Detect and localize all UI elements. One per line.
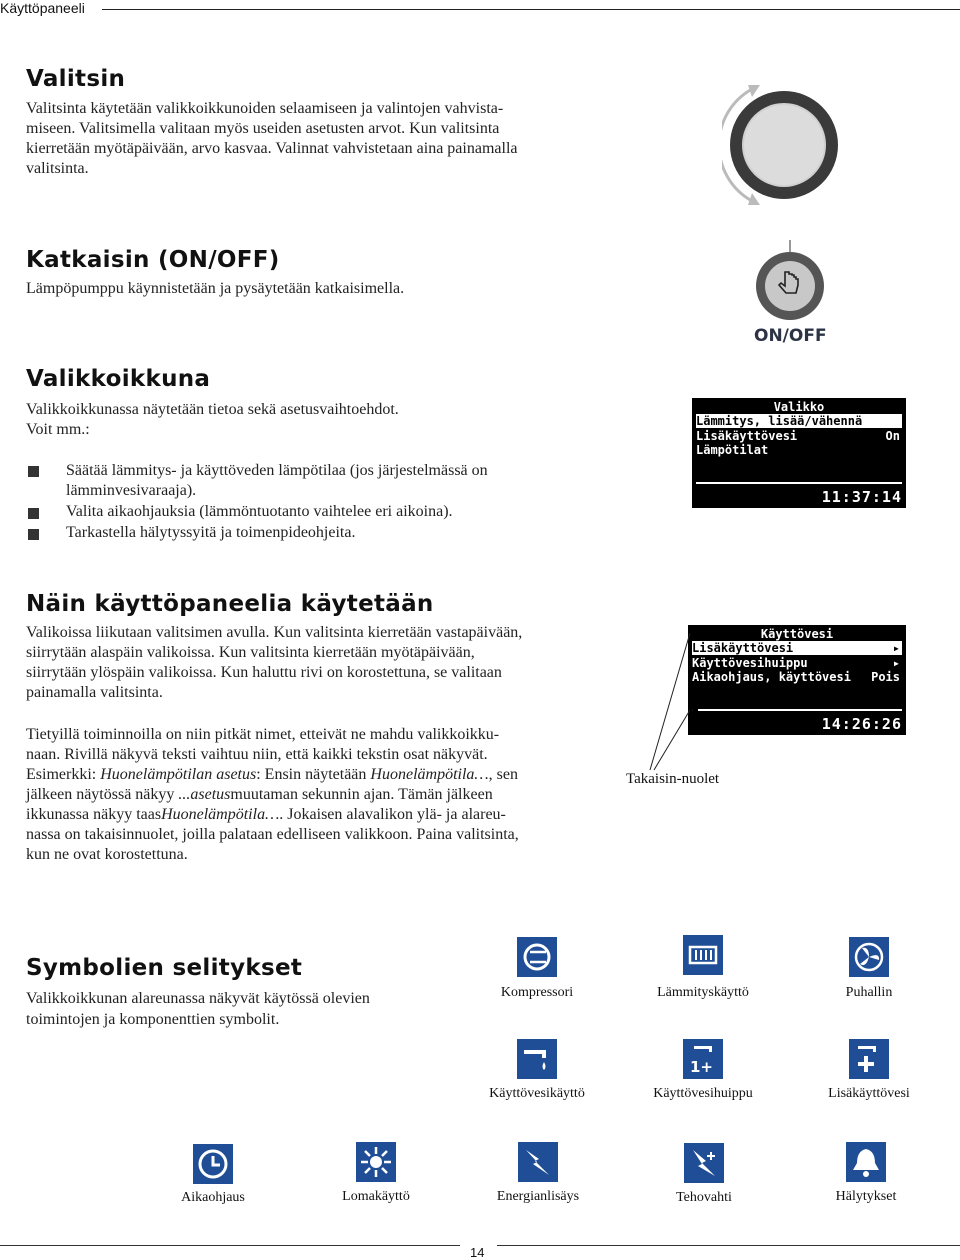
symbol-label: Aikaohjaus: [181, 1190, 245, 1205]
bell-icon: [846, 1142, 886, 1182]
text-line: valitsinta.: [26, 160, 89, 177]
text-line: kierretään myötäpäivään, arvo kasvaa. Valinnat vahvistetaan aina painamalla: [26, 140, 518, 157]
bullet-item: [66, 461, 626, 501]
symbolit-paragraph: [26, 988, 446, 1030]
back-arrow-bottom-icon: [690, 707, 698, 713]
display-row[interactable]: Lämmitys, lisää/vähennä: [696, 414, 902, 428]
display-clock: 14:26:26: [821, 715, 902, 733]
text-line: Valikoissa liikutaan valitsimen avulla. Kun valitsinta kierretään vastapäivään,: [26, 624, 523, 641]
running-header: Käyttöpaneeli: [0, 0, 85, 16]
kaytto-paragraph-2: [26, 725, 626, 865]
on-off-button[interactable]: [748, 238, 834, 322]
bullet-square: [28, 529, 39, 540]
text-line: Säätää lämmitys- ja käyttöveden lämpötilaa (jos järjestelmässä on: [66, 462, 488, 479]
bullet-item: Tarkastella hälytyssyitä ja toimenpideohjeita.: [66, 524, 356, 541]
bullet-square: [28, 466, 39, 477]
text-line: Esimerkki: Huonelämpötilan asetus: Ensin näytetään Huonelämpötila…, sen: [26, 766, 518, 783]
extra-hot-water-icon: [849, 1039, 889, 1079]
heading-katkaisin: Katkaisin (ON/OFF): [26, 247, 280, 273]
symbol-label: Tehovahti: [676, 1190, 732, 1205]
symbol-label: Energianlisäys: [496, 1189, 580, 1204]
header-rule: [102, 9, 960, 10]
text-line: ikkunassa näkyy taasHuonelämpötila…. Jokaisen alavalikon ylä- ja alareu-: [26, 806, 506, 823]
symbol-label: Lomakäyttö: [342, 1189, 410, 1204]
sun-icon: [356, 1142, 396, 1182]
page-number: 14: [470, 1245, 485, 1260]
text-line: Valikkoikkunan alareunassa näkyvät käytössä olevien: [26, 990, 370, 1007]
compressor-icon: [517, 937, 557, 977]
symbol-label: Puhallin: [845, 985, 893, 1000]
valikkoikkuna-paragraph: [26, 400, 626, 440]
symbol-label: Lisäkäyttövesi: [828, 1086, 910, 1101]
display-row[interactable]: Lämpötilat: [696, 443, 769, 457]
display-divider: [696, 482, 902, 484]
bullet-square: [28, 508, 39, 519]
text-line: lämminvesivaraaja).: [66, 482, 197, 499]
footer-rule-right: [497, 1245, 960, 1246]
on-off-caption: ON/OFF: [754, 326, 827, 346]
fan-icon: [849, 937, 889, 977]
heading-valitsin: Valitsin: [26, 66, 126, 92]
display-title: Valikko: [773, 400, 825, 414]
text-line: siirrytään ylöspäin valikoissa. Kun haluttu rivi on korostettuna, se valitaan: [26, 664, 502, 681]
display-row[interactable]: Aikaohjaus, käyttövesi Pois: [692, 670, 900, 684]
hot-water-display: [688, 625, 906, 735]
text-line: miseen. Valitsimella valitaan myös useiden asetusten arvot. Kun valitsinta: [26, 120, 500, 137]
symbol-label: Hälytykset: [835, 1189, 897, 1204]
text-line: Valitsinta käytetään valikkoikkunoiden selaamiseen ja valintojen vahvista-: [26, 100, 504, 117]
text-line: Tietyillä toiminnoilla on niin pitkät nimet, etteivät ne mahdu valikkoikku-: [26, 726, 500, 743]
symbol-label: Lämmityskäyttö: [657, 985, 749, 1000]
clock-icon: [193, 1144, 233, 1184]
heading-symbolit: Symbolien selitykset: [26, 955, 303, 981]
energy-saving-icon: [518, 1142, 558, 1182]
hot-water-peak-icon: [683, 1039, 723, 1079]
power-icon: [684, 1143, 724, 1183]
text-line: Voit mm.:: [26, 421, 90, 438]
text-line: naan. Rivillä näkyvä teksti vaihtuu niin, että kaikki tekstin osat näkyvät.: [26, 746, 488, 763]
footer-rule-left: [0, 1245, 460, 1246]
menu-display: [692, 398, 906, 508]
text-line: kun ne ovat korostettuna.: [26, 846, 188, 863]
display-row[interactable]: Lisäkäyttövesi ▸: [692, 641, 900, 655]
display-divider: [692, 709, 902, 711]
bullet-item: Valita aikaohjauksia (lämmöntuotanto vaihtelee eri aikoina).: [66, 503, 453, 520]
text-line: siirrytään alaspäin valikoissa. Kun valitsinta kierretään myötäpäivään,: [26, 644, 475, 661]
heating-icon: [683, 935, 723, 975]
text-line: toimintojen ja komponenttien symbolit.: [26, 1011, 280, 1028]
valitsin-paragraph: [26, 99, 626, 179]
display-row[interactable]: Käyttövesihuippu ▸: [692, 656, 900, 670]
kaytto-paragraph-1: [26, 623, 626, 703]
callout-label: Takaisin-nuolet: [626, 771, 720, 787]
display-row[interactable]: Lisäkäyttövesi On: [696, 429, 900, 443]
text-line: nassa on takaisinnuolet, joilla palataan edelliseen valikkoon. Paina valitsinta,: [26, 826, 519, 843]
text-line: painamalla valitsinta.: [26, 684, 163, 701]
display-clock: 11:37:14: [821, 488, 902, 506]
text-line: jälkeen näytössä näkyy ...asetusmuutaman sekunnin ajan. Tämän jälkeen: [26, 786, 493, 803]
katkaisin-text: Lämpöpumppu käynnistetään ja pysäytetään katkaisimella.: [26, 280, 405, 297]
heading-kaytto: Näin käyttöpaneelia käytetään: [26, 591, 434, 617]
display-title: Käyttövesi: [760, 627, 834, 641]
callout-lines: [640, 625, 700, 775]
hot-water-icon: [517, 1039, 557, 1079]
symbol-label: Kompressori: [500, 985, 574, 1000]
svg-text:1+: 1+: [690, 1058, 714, 1076]
symbol-label: Käyttövesikäyttö: [489, 1086, 585, 1101]
heading-valikkoikkuna: Valikkoikkuna: [26, 366, 211, 392]
symbol-label: Käyttövesihuippu: [653, 1086, 753, 1101]
selector-knob-icon: [722, 75, 840, 215]
text-line: Valikkoikkunassa näytetään tietoa sekä asetusvaihtoehdot.: [26, 401, 399, 418]
back-arrow-top-icon: [690, 630, 698, 636]
